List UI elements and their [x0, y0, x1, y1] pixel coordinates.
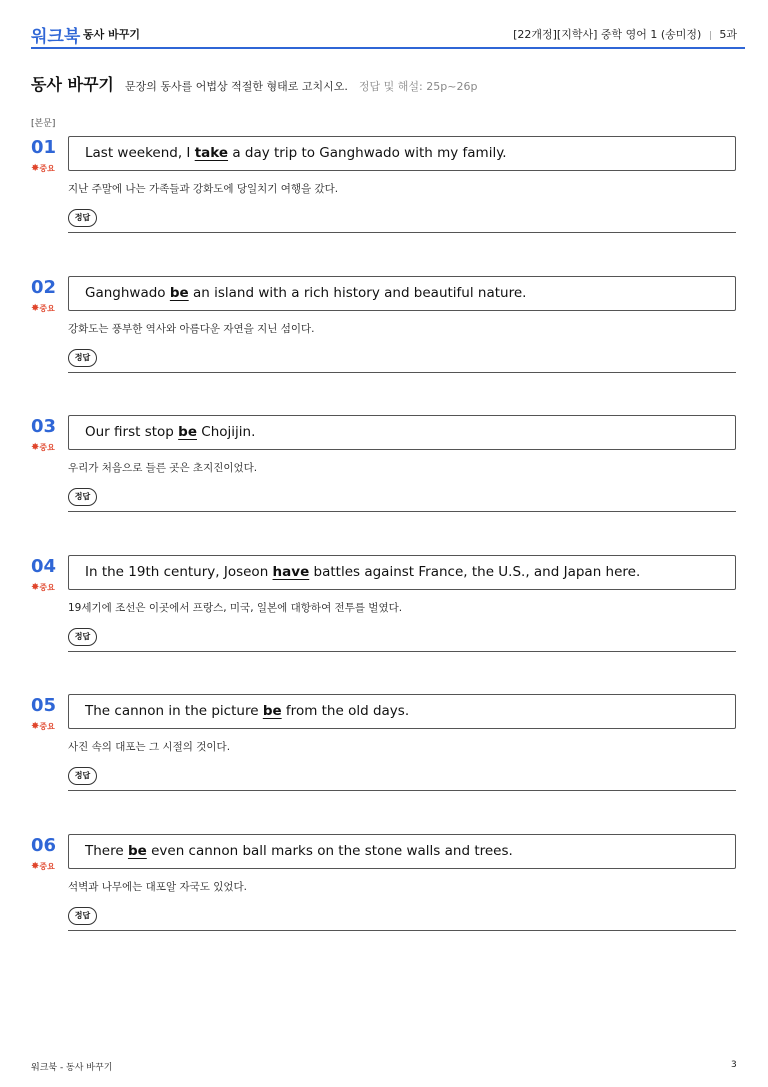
burst-icon: ✸: [31, 163, 40, 174]
sentence-after: battles against France, the U.S., and Japan here.: [309, 564, 641, 580]
answer-button[interactable]: 정답: [68, 907, 97, 925]
item-number: 03: [31, 416, 57, 437]
burst-icon: ✸: [31, 442, 40, 453]
header-separator: |: [708, 31, 712, 41]
target-verb: have: [272, 564, 310, 580]
lesson-label: 5과: [719, 28, 737, 41]
target-verb: take: [194, 145, 229, 161]
item-number: 06: [31, 835, 57, 856]
answer-line[interactable]: [68, 790, 736, 791]
important-badge: [31, 163, 55, 174]
sentence-before: In the 19th century, Joseon: [85, 564, 273, 580]
sentence-box: [68, 415, 736, 450]
translation-text: 강화도는 풍부한 역사와 아름다운 자연을 지닌 섬이다.: [68, 323, 315, 335]
target-verb: be: [169, 285, 189, 301]
header-section-title: 동사 바꾸기: [83, 28, 140, 41]
page-number: 3: [731, 1060, 737, 1070]
translation-text: 지난 주말에 나는 가족들과 강화도에 당일치기 여행을 갔다.: [68, 183, 339, 195]
translation-text: 19세기에 조선은 이곳에서 프랑스, 미국, 일본에 대항하여 전투를 벌였다.: [68, 602, 403, 614]
item-number: 05: [31, 695, 57, 716]
course-info: [513, 26, 737, 42]
item-number: 04: [31, 556, 57, 577]
item-number: 02: [31, 277, 57, 298]
exercise-item: [31, 834, 745, 944]
sentence-before: There: [85, 843, 128, 859]
title-row: [31, 72, 745, 96]
exercise-item: [31, 555, 745, 665]
burst-icon: ✸: [31, 721, 40, 732]
burst-icon: ✸: [31, 861, 40, 872]
sentence-after: an island with a rich history and beautiful nature.: [188, 285, 527, 301]
sentence-after: a day trip to Ganghwado with my family.: [228, 145, 507, 161]
translation-text: 사진 속의 대포는 그 시절의 것이다.: [68, 741, 231, 753]
burst-icon: ✸: [31, 303, 40, 314]
answer-line[interactable]: [68, 930, 736, 931]
section-tag: [본문]: [31, 119, 56, 129]
answer-button[interactable]: 정답: [68, 628, 97, 646]
sentence-after: Chojijin.: [196, 424, 256, 440]
answer-reference: 정답 및 해설: 25p~26p: [358, 80, 478, 93]
answer-button[interactable]: 정답: [68, 767, 97, 785]
important-badge: [31, 442, 55, 453]
sentence-before: Our first stop: [85, 424, 179, 440]
translation-text: 석벽과 나무에는 대포알 자국도 있었다.: [68, 881, 247, 893]
answer-button[interactable]: 정답: [68, 488, 97, 506]
item-number: 01: [31, 137, 57, 158]
exercise-item: [31, 276, 745, 386]
answer-line[interactable]: [68, 232, 736, 233]
badge-label: 중요: [39, 304, 55, 313]
answer-button[interactable]: 정답: [68, 349, 97, 367]
sentence-box: [68, 834, 736, 869]
sentence-after: from the old days.: [281, 703, 410, 719]
page-title: 동사 바꾸기: [31, 75, 114, 94]
exercise-item: [31, 415, 745, 525]
page-header: [31, 22, 745, 48]
answer-line[interactable]: [68, 651, 736, 652]
badge-label: 중요: [39, 164, 55, 173]
answer-line[interactable]: [68, 372, 736, 373]
sentence-before: The cannon in the picture: [85, 703, 263, 719]
target-verb: be: [262, 703, 282, 719]
sentence-box: [68, 555, 736, 590]
brand-logo-text: 워크북: [31, 27, 81, 47]
important-badge: [31, 721, 55, 732]
exercise-item: [31, 694, 745, 804]
important-badge: [31, 582, 55, 593]
badge-label: 중요: [39, 722, 55, 731]
important-badge: [31, 303, 55, 314]
target-verb: be: [127, 843, 147, 859]
footer-title: 워크북 - 동사 바꾸기: [31, 1063, 113, 1073]
instruction-text: 문장의 동사를 어법상 적절한 형태로 고치시오.: [124, 80, 348, 93]
exercise-item: [31, 136, 745, 246]
sentence-box: [68, 276, 736, 311]
badge-label: 중요: [39, 583, 55, 592]
burst-icon: ✸: [31, 582, 40, 593]
badge-label: 중요: [39, 862, 55, 871]
target-verb: be: [178, 424, 197, 440]
header-divider: [31, 47, 745, 49]
sentence-before: Last weekend, I: [85, 145, 195, 161]
sentence-before: Ganghwado: [85, 285, 170, 301]
sentence-after: even cannon ball marks on the stone walls and trees.: [146, 843, 513, 859]
sentence-box: [68, 136, 736, 171]
important-badge: [31, 861, 55, 872]
translation-text: 우리가 처음으로 들른 곳은 초지진이었다.: [68, 462, 258, 474]
answer-line[interactable]: [68, 511, 736, 512]
answer-button[interactable]: 정답: [68, 209, 97, 227]
course-title: [22개정][지학사] 중학 영어 1 (송미정): [513, 28, 702, 41]
badge-label: 중요: [39, 443, 55, 452]
sentence-box: [68, 694, 736, 729]
